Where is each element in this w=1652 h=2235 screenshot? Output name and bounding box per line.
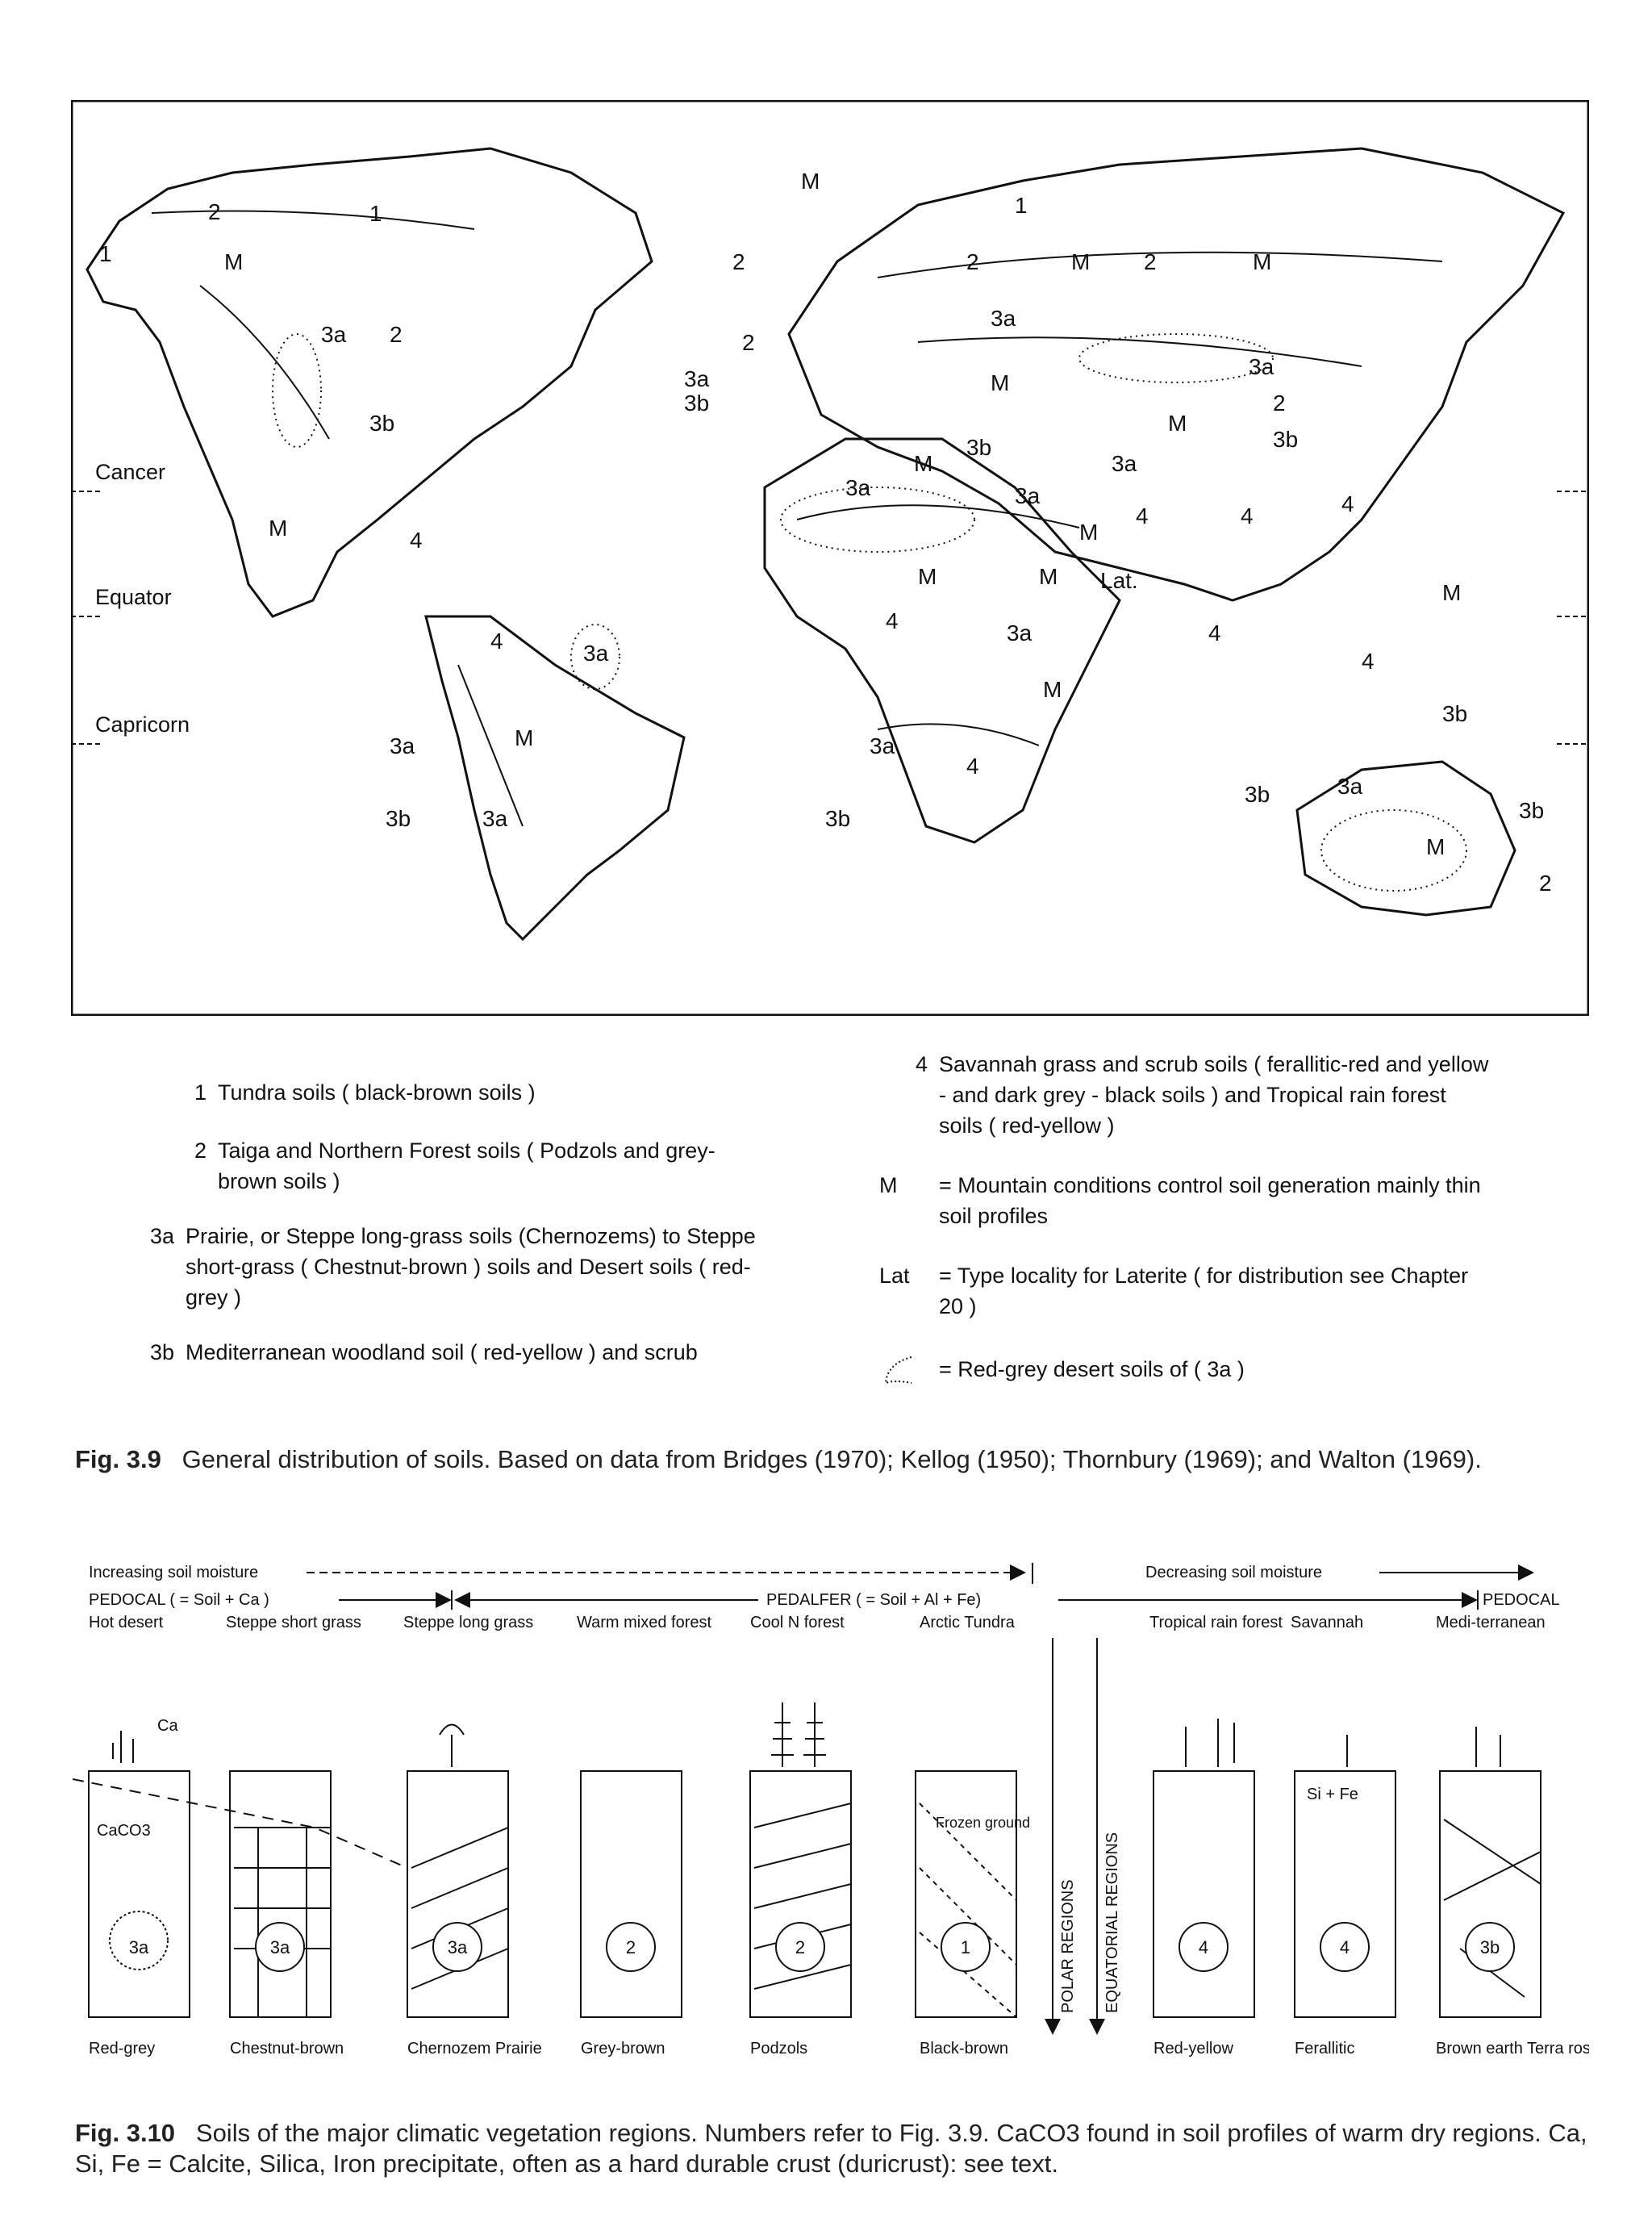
svg-text:M: M — [1426, 834, 1446, 859]
svg-text:4: 4 — [1362, 649, 1375, 674]
col-title-4: Cool N forest — [750, 1614, 845, 1631]
svg-text:3a: 3a — [1337, 774, 1363, 799]
svg-text:3a: 3a — [321, 322, 347, 347]
col-name-1: Chestnut-brown — [230, 2040, 344, 2057]
svg-text:3b: 3b — [386, 806, 411, 831]
svg-text:M: M — [1039, 564, 1058, 589]
svg-text:3b: 3b — [825, 806, 851, 831]
svg-text:3a: 3a — [128, 1937, 149, 1957]
label-si-fe: Si + Fe — [1307, 1786, 1358, 1803]
svg-text:1: 1 — [960, 1937, 971, 1957]
label-decreasing-moisture: Decreasing soil moisture — [1145, 1564, 1322, 1581]
svg-text:3b: 3b — [1519, 798, 1545, 823]
svg-text:3b: 3b — [1442, 701, 1468, 726]
svg-text:4: 4 — [1136, 503, 1149, 528]
legend-text: Prairie, or Steppe long-grass soils (Chernozems) to Steppe short-grass ( Chestnut-brown ) soils and Desert soils ( red-grey ) — [186, 1224, 756, 1310]
col-title-8: Medi-terranean — [1436, 1614, 1546, 1631]
svg-text:2: 2 — [390, 322, 403, 347]
legend-item-lat — [879, 1260, 1492, 1322]
legend-num: 3a — [149, 1224, 174, 1248]
svg-text:2: 2 — [1273, 391, 1286, 416]
label-cancer: Cancer — [95, 460, 166, 484]
svg-text:3b: 3b — [966, 435, 992, 460]
legend-num: 1 — [194, 1080, 206, 1105]
svg-text:2: 2 — [732, 249, 745, 274]
fig39-caption — [75, 1444, 1592, 1475]
svg-text:M: M — [224, 249, 244, 274]
fig310-caption-label: Fig. 3.10 — [75, 2119, 176, 2147]
col-title-5: Arctic Tundra — [920, 1614, 1015, 1631]
column-names — [89, 2040, 1589, 2057]
svg-text:2: 2 — [795, 1937, 806, 1957]
svg-text:3a: 3a — [1249, 354, 1274, 379]
profiles-svg — [73, 1561, 1589, 2086]
svg-text:M: M — [1071, 249, 1091, 274]
label-caco3: CaCO3 — [97, 1822, 151, 1840]
desert-symbol-icon — [879, 1354, 928, 1394]
svg-text:M: M — [1442, 580, 1462, 605]
label-increasing-moisture: Increasing soil moisture — [89, 1564, 259, 1581]
label-pedocal-right: PEDOCAL — [1483, 1591, 1560, 1609]
legend-item-1 — [161, 1077, 774, 1108]
svg-text:2: 2 — [208, 199, 221, 224]
svg-text:M: M — [1168, 411, 1187, 436]
fig39-caption-text: General distribution of soils. Based on data from Bridges (1970); Kellog (1950); Thornbury (1969); and Walton (1969). — [181, 1445, 1482, 1473]
svg-text:3b: 3b — [684, 391, 710, 416]
svg-text:M: M — [269, 516, 288, 541]
svg-text:1: 1 — [1015, 193, 1028, 218]
label-pedocal-left: PEDOCAL ( = Soil + Ca ) — [89, 1591, 269, 1609]
legend-item-4 — [879, 1049, 1492, 1141]
svg-text:4: 4 — [490, 629, 503, 654]
svg-text:4: 4 — [966, 754, 979, 779]
col-title-2: Steppe long grass — [403, 1614, 534, 1631]
legend-item-3a — [129, 1221, 774, 1313]
legend-num: 4 — [915, 1052, 928, 1076]
svg-text:M: M — [1043, 677, 1062, 702]
svg-text:4: 4 — [1341, 491, 1354, 516]
map-svg — [71, 100, 1589, 1016]
label-capricorn: Capricorn — [95, 712, 190, 737]
svg-text:2: 2 — [1144, 249, 1157, 274]
svg-text:2: 2 — [625, 1937, 636, 1957]
svg-text:1: 1 — [99, 241, 112, 266]
col-name-4: Podzols — [750, 2040, 808, 2057]
col-name-7: Ferallitic — [1295, 2040, 1355, 2057]
svg-text:M: M — [991, 370, 1010, 395]
svg-text:3a: 3a — [269, 1937, 290, 1957]
legend-text: = Type locality for Laterite ( for distribution see Chapter 20 ) — [939, 1264, 1469, 1318]
col-name-8: Brown earth Terra rosa — [1436, 2040, 1589, 2057]
map-frame — [72, 101, 1588, 1015]
legend-item-m — [879, 1170, 1492, 1231]
col-name-5: Black-brown — [920, 2040, 1009, 2057]
label-pedalfer: PEDALFER ( = Soil + Al + Fe) — [766, 1591, 982, 1609]
svg-text:3a: 3a — [482, 806, 508, 831]
fig39-caption-label: Fig. 3.9 — [75, 1445, 161, 1473]
soil-profiles-figure — [73, 1561, 1589, 2086]
label-equator: Equator — [95, 585, 172, 609]
legend-left — [149, 1077, 774, 1416]
legend-text: Tundra soils ( black-brown soils ) — [218, 1080, 536, 1105]
svg-text:3b: 3b — [1273, 427, 1299, 452]
legend-text: = Red-grey desert soils of ( 3a ) — [939, 1357, 1245, 1381]
svg-text:M: M — [1079, 520, 1099, 545]
label-equatorial-regions: EQUATORIAL REGIONS — [1103, 1832, 1121, 2013]
svg-text:M: M — [515, 725, 534, 750]
svg-text:M: M — [918, 564, 937, 589]
svg-text:4: 4 — [1198, 1937, 1209, 1957]
svg-text:3a: 3a — [390, 733, 415, 758]
svg-text:3a: 3a — [684, 366, 710, 391]
svg-text:3a: 3a — [991, 306, 1016, 331]
svg-text:3a: 3a — [1112, 451, 1137, 476]
svg-text:M: M — [914, 451, 933, 476]
svg-text:1: 1 — [369, 201, 382, 226]
col-title-1: Steppe short grass — [226, 1614, 361, 1631]
col-title-3: Warm mixed forest — [577, 1614, 712, 1631]
svg-text:3a: 3a — [870, 733, 895, 758]
legend-text: = Mountain conditions control soil generation mainly thin soil profiles — [939, 1173, 1481, 1228]
svg-text:3a: 3a — [845, 475, 871, 500]
col-name-0: Red-grey — [89, 2040, 156, 2057]
legend-text: Taiga and Northern Forest soils ( Podzols and grey-brown soils ) — [218, 1138, 715, 1193]
legend-item-desert — [879, 1354, 1492, 1394]
svg-text:3a: 3a — [1015, 483, 1041, 508]
svg-text:Lat.: Lat. — [1100, 568, 1138, 593]
svg-text:3b: 3b — [1245, 782, 1270, 807]
label-polar-regions: POLAR REGIONS — [1059, 1879, 1077, 2013]
legend-text: Mediterranean woodland soil ( red-yellow ) and scrub — [186, 1340, 698, 1364]
col-name-2: Chernozem Prairie — [407, 2040, 542, 2057]
label-ca: Ca — [157, 1717, 178, 1735]
svg-text:4: 4 — [1208, 620, 1221, 645]
svg-text:2: 2 — [966, 249, 979, 274]
svg-text:3b: 3b — [369, 411, 395, 436]
svg-text:4: 4 — [410, 528, 423, 553]
legend-item-3b — [129, 1337, 774, 1368]
legend-item-2 — [161, 1135, 774, 1197]
svg-text:3b: 3b — [1479, 1937, 1500, 1957]
svg-text:4: 4 — [1241, 503, 1254, 528]
svg-text:2: 2 — [1539, 871, 1552, 896]
legend-num: 3b — [149, 1340, 174, 1364]
svg-text:3a: 3a — [447, 1937, 468, 1957]
label-frozen-ground: Frozen ground — [936, 1815, 1031, 1831]
svg-text:3a: 3a — [583, 641, 609, 666]
svg-text:M: M — [801, 169, 820, 194]
fig310-caption — [75, 2118, 1592, 2179]
legend-right — [879, 1049, 1492, 1404]
col-title-6: Tropical rain forest — [1149, 1614, 1283, 1631]
legend-text: Savannah grass and scrub soils ( ferallitic-red and yellow - and dark grey - black soils ) and Tropical rain forest soils ( red-yellow ) — [939, 1052, 1489, 1138]
svg-text:3a: 3a — [1007, 620, 1032, 645]
legend-num: Lat — [879, 1264, 910, 1288]
column-headers — [89, 1614, 1546, 1631]
col-name-3: Grey-brown — [581, 2040, 665, 2057]
zone-circles — [110, 1911, 1514, 1971]
legend-num: M — [879, 1173, 898, 1197]
col-title-7: Savannah — [1291, 1614, 1364, 1631]
col-title-0: Hot desert — [89, 1614, 164, 1631]
svg-text:4: 4 — [886, 608, 899, 633]
svg-text:4: 4 — [1339, 1937, 1350, 1957]
svg-text:M: M — [1253, 249, 1272, 274]
svg-text:2: 2 — [742, 330, 755, 355]
fig310-caption-text: Soils of the major climatic vegetation regions. Numbers refer to Fig. 3.9. CaCO3 found in soil profiles of warm dry regions. Ca, Si, Fe = Calcite, Silica, Iron precipitate, often as a hard durable crust (duricrust): see text. — [75, 2119, 1587, 2178]
col-name-6: Red-yellow — [1153, 2040, 1233, 2057]
legend-num: 2 — [194, 1138, 206, 1163]
world-soil-map — [71, 100, 1589, 1016]
